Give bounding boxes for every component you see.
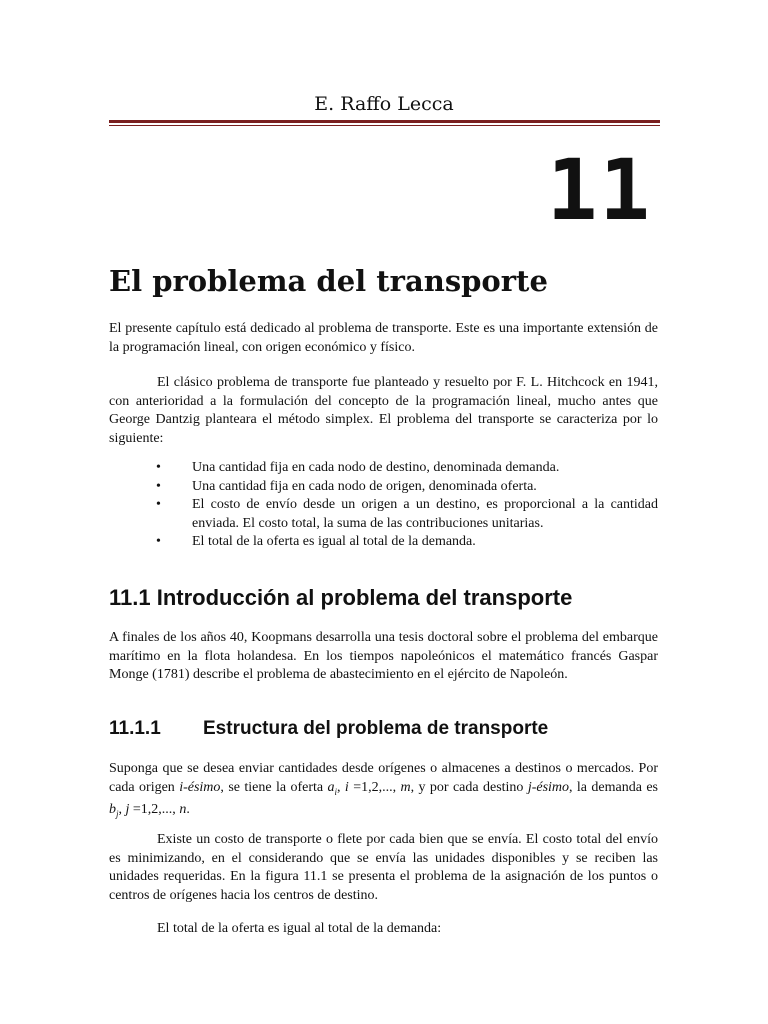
header-rule-thick: [109, 120, 660, 123]
list-item: [109, 478, 658, 497]
bullet-icon: •: [156, 460, 161, 475]
section-heading: 11.1 Introducción al problema del transporte: [109, 585, 573, 610]
bullet-icon: •: [156, 534, 161, 549]
list-item-text: El costo de envío desde un origen a un destino, es proporcional a la cantidad enviada. El costo total, la suma de las contribuciones unitarias.: [192, 497, 658, 531]
subsection-title: Estructura del problema de transporte: [203, 718, 549, 739]
list-item: [109, 496, 658, 533]
list-item-text: Una cantidad fija en cada nodo de destino, denominada demanda.: [192, 460, 560, 475]
intro-paragraph-1: El presente capítulo está dedicado al problema de transporte. Este es una importante extensión de la programación lineal, con origen económico y físico.: [109, 321, 658, 355]
chapter-number: 11: [546, 141, 652, 239]
characteristics-list: [109, 459, 658, 552]
list-item-text: Una cantidad fija en cada nodo de origen, denominada oferta.: [192, 478, 537, 494]
subsection-paragraph-2: Existe un costo de transporte o flete por cada bien que se envía. El costo total del envío es minimizando, en el considerando que se envía las unidades disponibles y se reciben las unidades requeridas. En la figura 11.1 se presenta el problema de la asignación de los puntos o centros de orígenes hacia los centros de destino.: [109, 832, 658, 903]
list-item-text: El total de la oferta es igual al total de la demanda.: [192, 534, 476, 549]
list-item: [109, 533, 658, 552]
subsection-paragraph-3: El total de la oferta es igual al total de la demanda:: [157, 921, 442, 936]
bullet-icon: •: [156, 497, 161, 512]
intro-paragraph-2: El clásico problema de transporte fue planteado y resuelto por F. L. Hitchcock en 1941, con anterioridad a la formulación del concepto de la programación lineal, mucho antes que George Dantzig planteara el método simplex. El problema del transporte se caracteriza por lo siguiente:: [109, 375, 658, 446]
page-header-author: E. Raffo Lecca: [314, 93, 454, 115]
subsection-heading: [109, 718, 548, 740]
bullet-icon: •: [156, 478, 161, 494]
header-rule-thin: [109, 125, 660, 126]
list-item: [109, 459, 658, 478]
subsection-number: 11.1.1: [109, 718, 161, 739]
subsection-paragraph-1: Suponga que se desea enviar cantidades desde orígenes o almacenes a destinos o mercados. Por cada origen i-ésimo, se tiene la oferta $a_i$, i =1,2,..., m, y por cada destino j-ésimo, la demanda es $b_j$, j =1,2,..., n.: [109, 761, 658, 819]
chapter-title: El problema del transporte: [109, 264, 548, 298]
section-paragraph-1: A finales de los años 40, Koopmans desarrolla una tesis doctoral sobre el problema del embarque marítimo en la flota holandesa. En los tiempos napoleónicos el matemático francés Gaspar Monge (1781) describe el problema de abastecimiento en el ejército de Napoleón.: [109, 630, 658, 682]
